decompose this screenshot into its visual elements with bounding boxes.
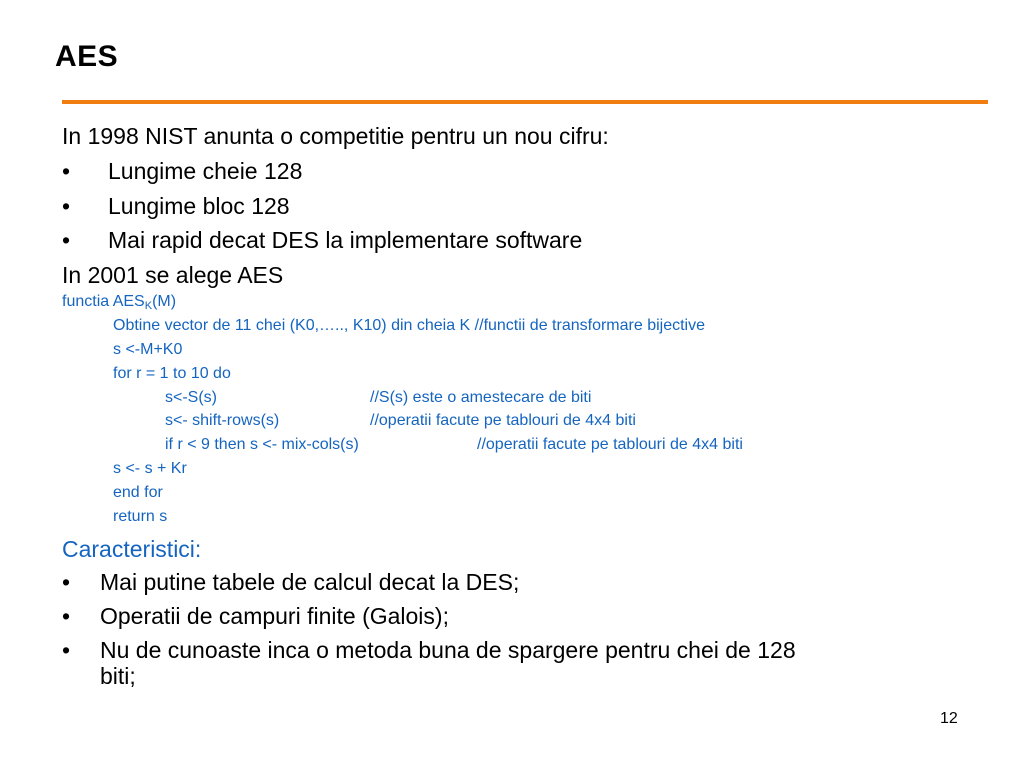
intro-text: In 1998 NIST anunta o competitie pentru un nou cifru: — [62, 123, 609, 149]
bullet-marker: • — [62, 637, 71, 663]
page-number: 12 — [940, 710, 958, 727]
code-func-suffix: (M) — [152, 293, 177, 310]
code-comment-shift: //operatii facute pe tablouri de 4x4 biti — [370, 412, 636, 429]
bullet-marker: • — [62, 158, 71, 184]
code-stmt-mix: if r < 9 then s <- mix-cols(s) — [165, 436, 359, 453]
selection-text: In 2001 se alege AES — [62, 262, 284, 288]
requirement-item: Mai rapid decat DES la implementare software — [108, 227, 583, 253]
code-line-keys: Obtine vector de 11 chei (K0,….., K10) din cheia K //functii de transformare bijective — [113, 317, 705, 334]
title-underline — [62, 100, 988, 104]
requirement-item: Lungime cheie 128 — [108, 158, 303, 184]
code-line-for: for r = 1 to 10 do — [113, 365, 231, 382]
bullet-marker: • — [62, 227, 71, 253]
code-stmt-s: s<-S(s) — [165, 389, 217, 406]
code-line-return: return s — [113, 508, 168, 525]
characteristics-heading: Caracteristici: — [62, 536, 202, 562]
characteristic-item: Nu de cunoaste inca o metoda buna de spargere pentru chei de 128 — [100, 637, 796, 663]
code-function-header — [62, 292, 176, 312]
bullet-marker: • — [62, 603, 71, 629]
characteristic-item-continuation: biti; — [100, 663, 136, 689]
code-comment-s: //S(s) este o amestecare de biti — [370, 389, 592, 406]
code-func-prefix: functia AES — [62, 293, 145, 310]
code-func-subscript: K — [144, 300, 153, 312]
bullet-marker: • — [62, 569, 71, 595]
code-line-init: s <-M+K0 — [113, 341, 183, 358]
bullet-marker: • — [62, 193, 71, 219]
requirement-item: Lungime bloc 128 — [108, 193, 290, 219]
code-comment-mix: //operatii facute pe tablouri de 4x4 biti — [477, 436, 743, 453]
characteristic-item: Operatii de campuri finite (Galois); — [100, 603, 449, 629]
code-line-addkey: s <- s + Kr — [113, 460, 187, 477]
slide-title: AES — [55, 40, 119, 73]
code-line-endfor: end for — [113, 484, 163, 501]
characteristic-item: Mai putine tabele de calcul decat la DES; — [100, 569, 520, 595]
code-stmt-shift: s<- shift-rows(s) — [165, 412, 280, 429]
